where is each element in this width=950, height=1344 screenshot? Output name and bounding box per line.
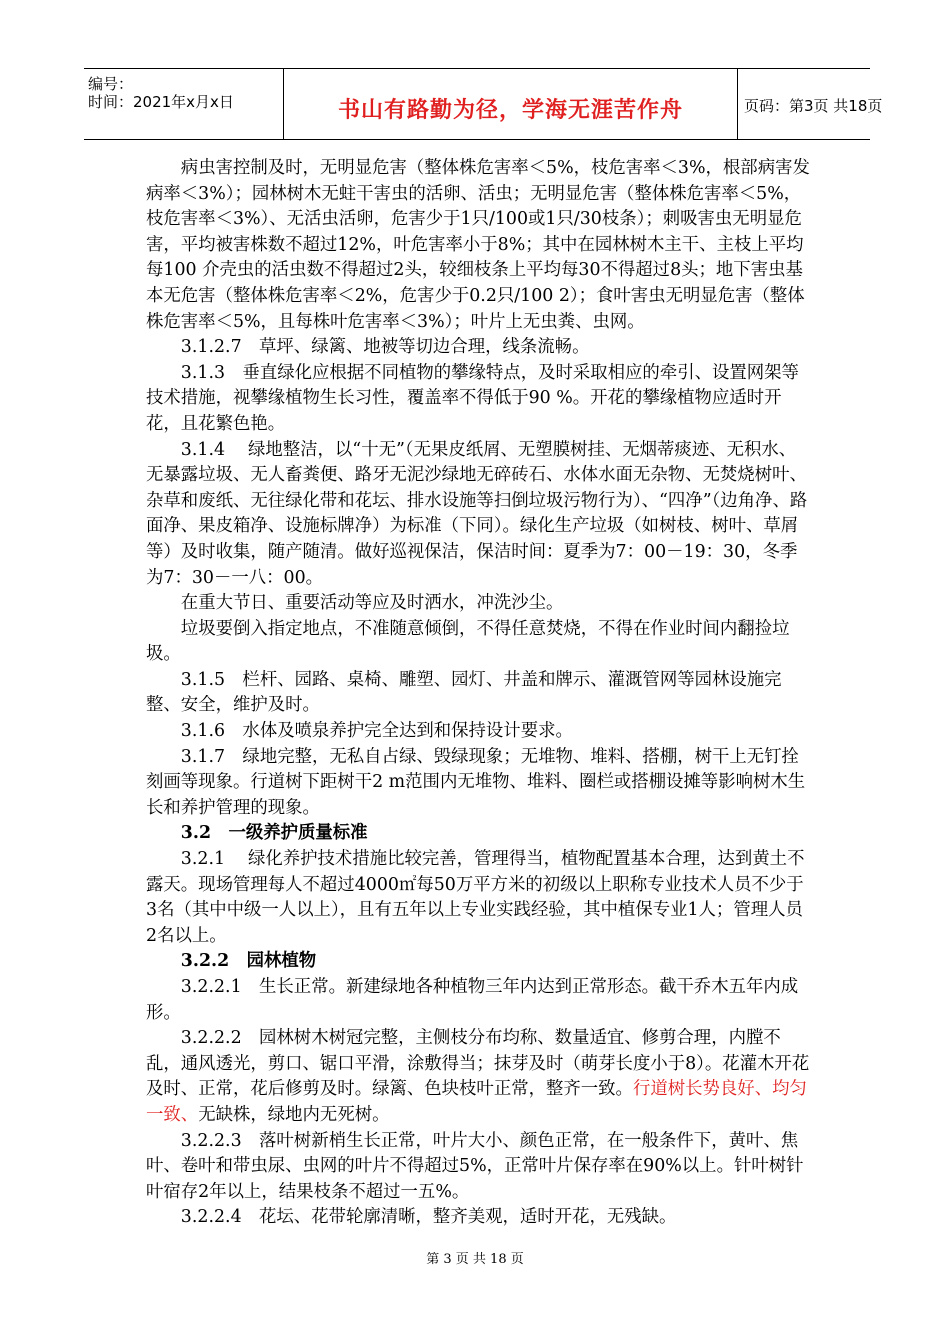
paragraph: 3.1.4 绿地整洁，以“十无”（无果皮纸屑、无塑膜树挂、无烟蒂痰迹、无积水、无暴露垃圾、无人畜粪便、路牙无泥沙绿地无碎砖石、水体水面无杂物、无焚烧树叶、杂草和废纸、无往绿化带和花坛、排水设施等扫倒垃圾污物行为）、“四净”（边角净、路面净、果皮箱净、设施标牌净）为标准（下同）。绿化生产垃圾（如树枝、树叶、草屑等）及时收集，随产随清。做好巡视保洁，保洁时间：夏季为7：00－19：30，冬季为7：30－一八：00。 [146,439,808,588]
paragraph-tail: 无缺株，绿地内无死树。 [198,1104,390,1125]
page-header [84,68,883,140]
paragraph: 3.2.1 绿化养护技术措施比较完善，管理得当，植物配置基本合理，达到黄土不露天。现场管理每人不超过4000㎡每50万平方米的初级以上职称专业技术人员不少于3名（其中中级一人以上），且有五年以上专业实践经验，其中植保专业1人；管理人员2名以上。 [146,849,805,946]
subsection-heading: 3.2.2 园林植物 [180,951,317,972]
document-number-label: 编号： [88,75,134,93]
paragraph: 3.2.2.1 生长正常。新建绿地各种植物三年内达到正常形态。截干乔木五年内成形。 [146,977,799,1023]
paragraph: 垃圾要倒入指定地点，不准随意倾倒，不得任意焚烧，不得在作业时间内翻捡垃圾。 [146,618,790,665]
header-page-number: 页码：第3页 共18页 [744,97,883,115]
paragraph: 3.2.2.4 花坛、花带轮廓清晰，整齐美观，适时开花，无残缺。 [180,1207,677,1228]
document-body [146,156,810,1231]
paragraph: 在重大节日、重要活动等应及时洒水，冲洗沙尘。 [180,593,564,614]
paragraph-text: 3.2.2.2 园林树木树冠完整，主侧枝分布均称、数量适宜、修剪合理，内膛不乱，通风透光，剪口、锯口平滑，涂敷得当；抹芽及时（萌芽长度小于8）。花灌木开花及时、正常，花后修剪及时。绿篱、色块枝叶正常，整齐一致。 [146,1028,810,1100]
paragraph: 3.2.2.3 落叶树新梢生长正常，叶片大小、颜色正常，在一般条件下，黄叶、焦叶、卷叶和带虫尿、虫网的叶片不得超过5%，正常叶片保存率在90%以上。针叶树针叶宿存2年以上，结果枝条不超过一五%。 [146,1130,804,1202]
document-date-label: 时间：2021年x月x日 [88,93,234,111]
header-motto: 书山有路勤为径，学海无涯苦作舟 [337,98,683,123]
paragraph-with-highlight [146,1026,810,1128]
paragraph: 3.1.2.7 草坪、绿篱、地被等切边合理，线条流畅。 [180,337,590,358]
header-motto-cell [284,69,738,139]
page-footer: 第 3 页 共 18 页 [426,1252,524,1267]
section-heading: 3.2 一级养护质量标准 [180,823,368,844]
paragraph: 3.1.3 垂直绿化应根据不同植物的攀缘特点，及时采取相应的牵引、设置网架等技术措施，视攀缘植物生长习性，覆盖率不得低于90 %。开花的攀缘植物应适时开花，且花繁色艳。 [146,362,799,434]
paragraph: 3.1.6 水体及喷泉养护完全达到和保持设计要求。 [180,721,573,742]
paragraph: 3.1.5 栏杆、园路、桌椅、雕塑、园灯、井盖和牌示、灌溉管网等园林设施完整、安全，维护及时。 [146,669,782,716]
header-info-cell [84,69,284,139]
paragraph: 病虫害控制及时，无明显危害（整体株危害率＜5%，枝危害率＜3%，根部病害发病率＜3%）；园林树木无蛀干害虫的活卵、活虫；无明显危害（整体株危害率＜5%，枝危害率＜3%）、无活虫活卵，危害少于1只/100或1只/30枝条）；刺吸害虫无明显危害，平均被害株数不超过12%，叶危害率小于8%；其中在园林树木主干、主枝上平均每100 介壳虫的活虫数不得超过2头，较细枝条上平均每30不得超过8头；地下害虫基本无危害（整体株危害率＜2%，危害少于0.2只/100 2）；食叶害虫无明显危害（整体株危害率＜5%，且每株叶危害率＜3%）；叶片上无虫粪、虫网。 [146,158,810,332]
header-page-cell [738,69,883,139]
highlighted-text: 行道树长势良好、均匀一致、 [146,1079,807,1125]
paragraph: 3.1.7 绿地完整，无私自占绿、毁绿现象；无堆物、堆料、搭棚，树干上无钉拴刻画等现象。行道树下距树干2 m范围内无堆物、堆料、圈栏或搭棚设摊等影响树木生长和养护管理的现象。 [146,746,806,818]
